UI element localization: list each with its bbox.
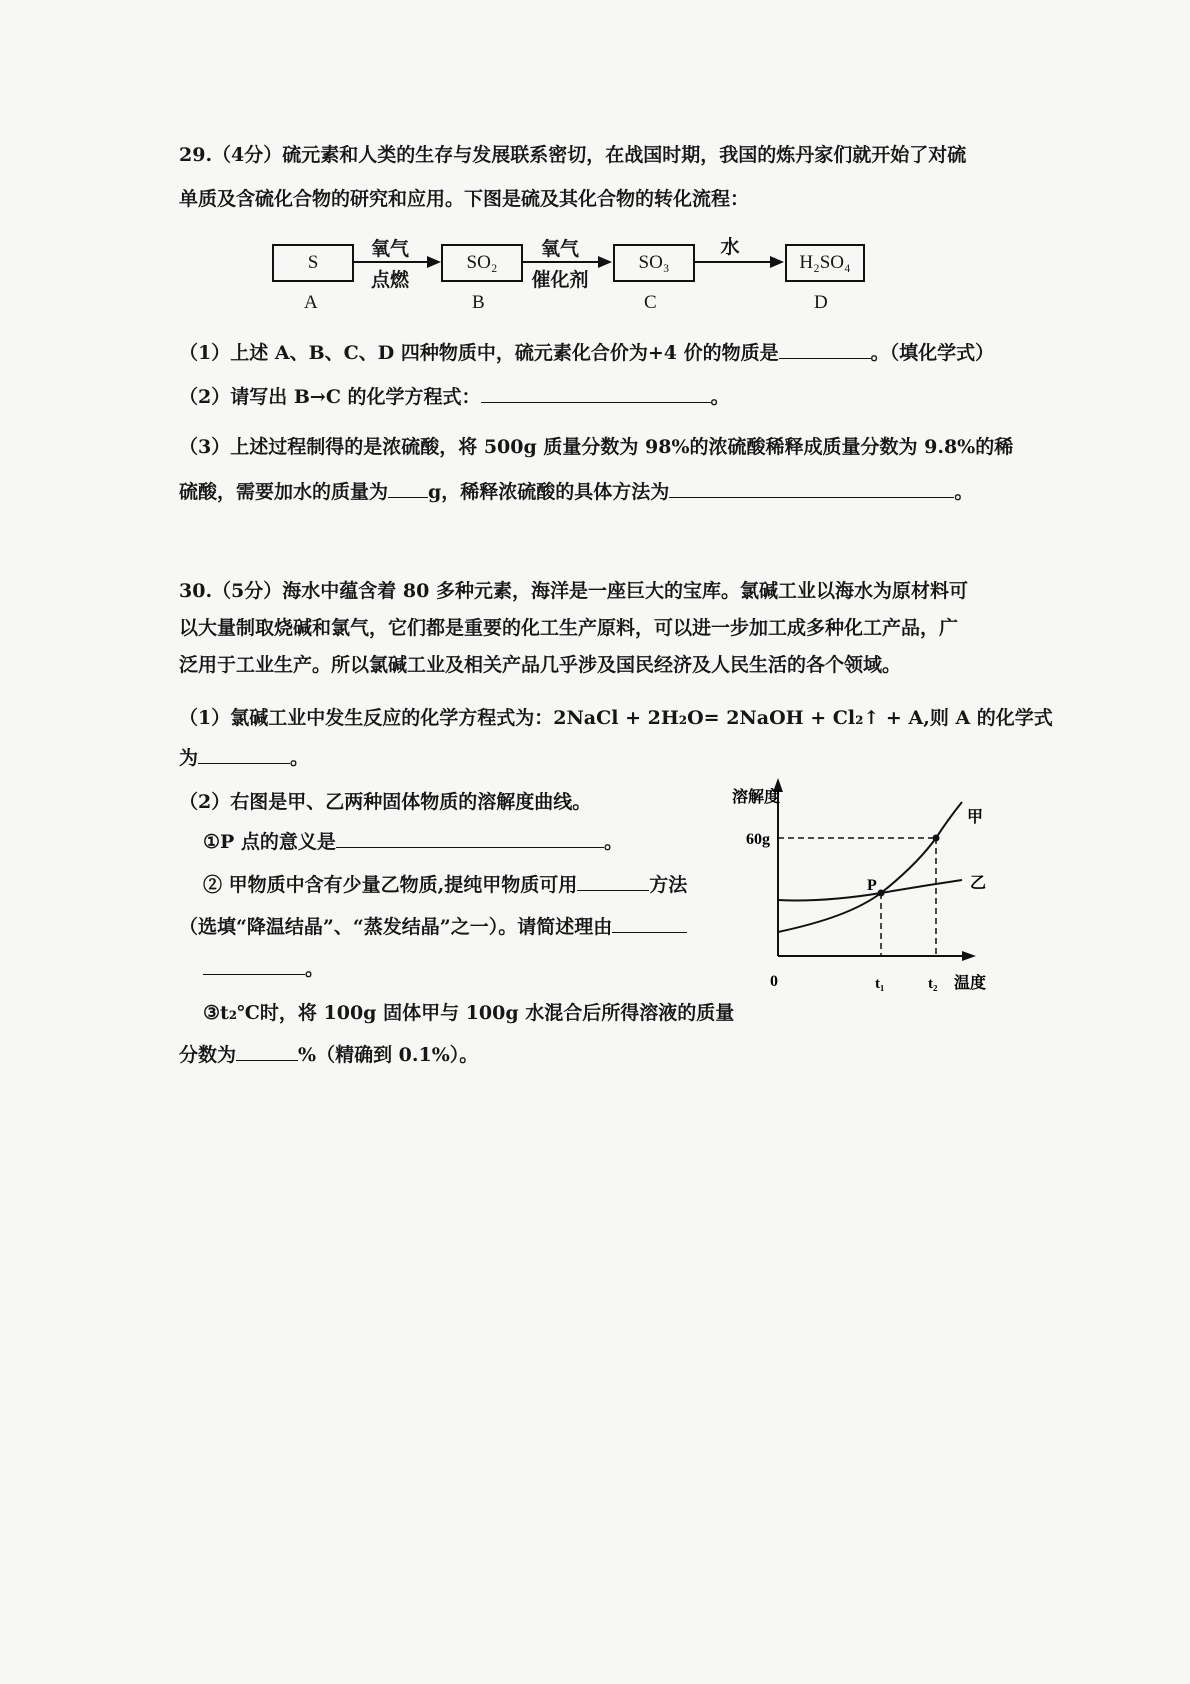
q29-intro-line2: 单质及含硫化合物的研究和应用。下图是硫及其化合物的转化流程： [179,188,750,210]
q30-part2-ii-line3: 。 [203,956,324,982]
answer-blank-10[interactable] [236,1042,298,1061]
flow-box-c: SO₃ [613,244,695,282]
origin-label: 0 [770,973,778,990]
x-axis-arrow-icon [962,951,976,961]
flow-letter-a: A [304,292,318,313]
point-t2 [933,835,940,842]
x-tick-t1: t₁ [875,976,885,992]
flow-arrow-2-bottom: 催化剂 [531,269,589,291]
q30-part1-line1: （1）氯碱工业中发生反应的化学方程式为：2NaCl + 2H₂O= 2NaOH + Cl₂↑ + A,则 A 的化学式 [179,707,1053,729]
flow-letter-c: C [644,292,657,313]
q30-part1-line2: 为 。 [179,747,310,769]
q29-part2: （2）请写出 B→C 的化学方程式： 。 [179,386,730,408]
q30-intro-line2: 以大量制取烧碱和氯气，它们都是重要的化工生产原料，可以进一步加工成多种化工产品，广 [179,617,959,639]
y-tick-60g: 60g [746,831,770,848]
arrow-head-icon [770,256,784,268]
q30-intro-line1: 30.（5分）海水中蕴含着 80 多种元素，海洋是一座巨大的宝库。氯碱工业以海水为原材料可 [179,580,968,602]
q29-part3-line2: 硫酸，需要加水的质量为 g，稀释浓硫酸的具体方法为 。 [179,481,974,503]
answer-blank-9[interactable] [203,956,305,975]
curve-jia [778,802,962,932]
q30-part2-i: ①P 点的意义是 。 [203,831,623,853]
x-axis-label: 温度 [954,975,987,992]
flow-box-a: S [272,244,354,282]
point-p-label: P [867,877,877,894]
flow-letter-d: D [814,292,828,313]
solubility-graph [730,770,1010,1000]
flow-arrow-1-bottom: 点燃 [370,269,409,291]
answer-blank-4[interactable] [669,479,954,498]
q29-part1: （1）上述 A、B、C、D 四种物质中，硫元素化合价为+4 价的物质是 。（填化学式） [179,342,995,364]
answer-blank-5[interactable] [198,745,290,764]
point-p [878,890,885,897]
answer-blank-8[interactable] [612,914,687,933]
answer-blank-2[interactable] [481,384,711,403]
q30-intro-line3: 泛用于工业生产。所以氯碱工业及相关产品几乎涉及国民经济及人民生活的各个领域。 [179,654,902,676]
flow-arrow-1-top: 氧气 [370,238,409,260]
q30-part2-ii-line2: （选填“降温结晶”、“蒸发结晶”之一）。请简述理由 [179,914,687,940]
q29-part3-line1: （3）上述过程制得的是浓硫酸，将 500g 质量分数为 98%的浓硫酸稀释成质量分数为 9.8%的稀 [179,436,1014,458]
curve-jia-label: 甲 [967,809,984,826]
q30-part2-iii-line1: ③t₂℃时，将 100g 固体甲与 100g 水混合后所得溶液的质量 [203,1002,735,1024]
q30-part2-intro: （2）右图是甲、乙两种固体物质的溶解度曲线。 [179,791,592,813]
flow-arrow-3 [693,261,771,263]
flow-arrow-2-top: 氧气 [540,238,579,260]
flow-arrow-1 [352,261,428,263]
flow-arrow-2 [521,261,599,263]
x-tick-t2: t₂ [928,976,938,992]
answer-blank-3[interactable] [388,479,428,498]
flow-letter-b: B [472,292,485,313]
answer-blank-7[interactable] [577,872,649,891]
flow-arrow-3-top: 水 [720,236,740,258]
y-axis-label: 溶解度 [732,789,781,806]
curve-yi-label: 乙 [970,875,987,892]
q30-part2-ii-line1: ② 甲物质中含有少量乙物质,提纯甲物质可用 方法 [203,874,688,896]
arrow-head-icon [598,256,612,268]
q29-intro-line1: 29.（4分）硫元素和人类的生存与发展联系密切，在战国时期，我国的炼丹家们就开始了对硫 [179,144,967,166]
flow-box-b: SO₂ [441,244,523,282]
arrow-head-icon [427,256,441,268]
answer-blank-6[interactable] [336,829,604,848]
q30-part2-iii-line2: 分数为 %（精确到 0.1%）。 [179,1044,479,1066]
answer-blank-1[interactable] [779,340,871,359]
flow-box-d: H₂SO₄ [785,244,865,282]
